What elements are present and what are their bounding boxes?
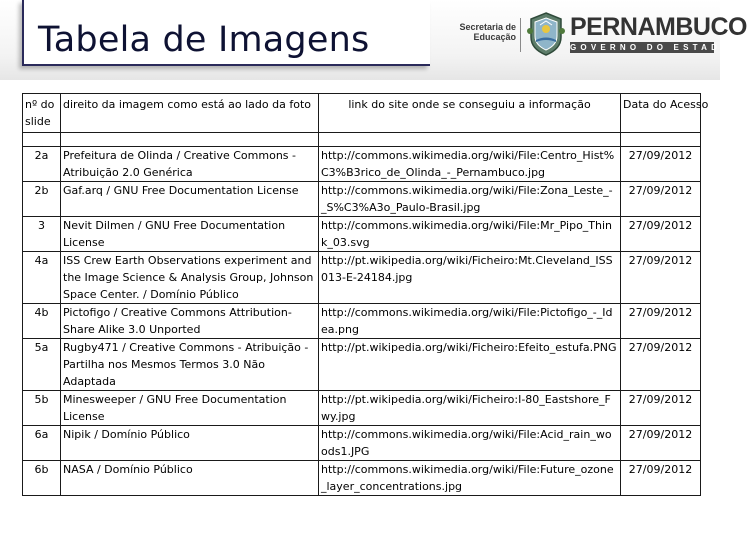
access-date-cell: 27/09/2012	[621, 217, 701, 252]
slide-number-cell: 3	[23, 217, 61, 252]
access-date-cell: 27/09/2012	[621, 252, 701, 304]
source-link-cell[interactable]: http://commons.wikimedia.org/wiki/File:Zona_Leste_-_S%C3%A3o_Paulo-Brasil.jpg	[319, 182, 621, 217]
slide-number-cell: 6a	[23, 426, 61, 461]
slide-number-cell: 5b	[23, 391, 61, 426]
credit-cell: ISS Crew Earth Observations experiment and the Image Science & Analysis Group, Johnson Space Center. / Domínio Público	[61, 252, 319, 304]
secretaria-label	[452, 22, 516, 42]
access-date-cell: 27/09/2012	[621, 304, 701, 339]
source-link-cell[interactable]: http://commons.wikimedia.org/wiki/File:Future_ozone_layer_concentrations.jpg	[319, 461, 621, 496]
source-link-cell[interactable]: http://commons.wikimedia.org/wiki/File:Centro_Hist%C3%B3rico_de_Olinda_-_Pernambuco.jpg	[319, 147, 621, 182]
table-row	[23, 304, 701, 339]
table-row	[23, 147, 701, 182]
slide-number-cell: 4a	[23, 252, 61, 304]
table-row	[23, 252, 701, 304]
government-logo	[452, 8, 747, 58]
header-slide-number: nº do slide	[23, 94, 61, 133]
slide-number-cell: 4b	[23, 304, 61, 339]
slide-number-cell: 2a	[23, 147, 61, 182]
credit-cell: Prefeitura de Olinda / Creative Commons - Atribuição 2.0 Genérica	[61, 147, 319, 182]
table-spacer-row	[23, 133, 701, 147]
secretaria-line-2: Educação	[473, 32, 516, 42]
slide-number-cell: 2b	[23, 182, 61, 217]
access-date-cell: 27/09/2012	[621, 461, 701, 496]
header-image-credit: direito da imagem como está ao lado da foto	[61, 94, 319, 133]
access-date-cell: 27/09/2012	[621, 391, 701, 426]
access-date-cell: 27/09/2012	[621, 426, 701, 461]
table-row	[23, 391, 701, 426]
access-date-cell: 27/09/2012	[621, 339, 701, 391]
state-subtitle: GOVERNO DO ESTADO	[570, 43, 732, 52]
slide-number-cell: 5a	[23, 339, 61, 391]
credit-cell: Nipik / Domínio Público	[61, 426, 319, 461]
table-row	[23, 426, 701, 461]
spacer-cell	[23, 133, 61, 147]
header-source-link: link do site onde se conseguiu a informação	[319, 94, 621, 133]
table-row	[23, 182, 701, 217]
header-access-date: Data do Acesso	[621, 94, 701, 133]
source-link-cell[interactable]: http://pt.wikipedia.org/wiki/Ficheiro:I-80_Eastshore_Fwy.jpg	[319, 391, 621, 426]
credit-cell: Rugby471 / Creative Commons - Atribuição - Partilha nos Mesmos Termos 3.0 Não Adaptada	[61, 339, 319, 391]
table-row	[23, 461, 701, 496]
credit-cell: Pictofigo / Creative Commons Attribution-Share Alike 3.0 Unported	[61, 304, 319, 339]
credit-cell: Gaf.arq / GNU Free Documentation License	[61, 182, 319, 217]
image-credits-table	[22, 93, 709, 496]
spacer-cell	[319, 133, 621, 147]
source-link-cell[interactable]: http://pt.wikipedia.org/wiki/Ficheiro:Efeito_estufa.PNG	[319, 339, 621, 391]
access-date-cell: 27/09/2012	[621, 182, 701, 217]
credit-cell: Nevit Dilmen / GNU Free Documentation License	[61, 217, 319, 252]
table-header-row	[23, 94, 701, 133]
table-row	[23, 339, 701, 391]
table-row	[23, 217, 701, 252]
slide-title: Tabela de Imagens	[38, 20, 370, 60]
credit-cell: Minesweeper / GNU Free Documentation License	[61, 391, 319, 426]
state-name: PERNAMBUCO	[570, 13, 747, 41]
source-link-cell[interactable]: http://pt.wikipedia.org/wiki/Ficheiro:Mt.Cleveland_ISS013-E-24184.jpg	[319, 252, 621, 304]
credit-cell: NASA / Domínio Público	[61, 461, 319, 496]
source-link-cell[interactable]: http://commons.wikimedia.org/wiki/File:Acid_rain_woods1.JPG	[319, 426, 621, 461]
spacer-cell	[621, 133, 701, 147]
slide-number-cell: 6b	[23, 461, 61, 496]
state-seal-icon	[526, 11, 566, 57]
logo-divider	[520, 18, 521, 52]
source-link-cell[interactable]: http://commons.wikimedia.org/wiki/File:Pictofigo_-_Idea.png	[319, 304, 621, 339]
spacer-cell	[61, 133, 319, 147]
secretaria-line-1: Secretaria de	[459, 22, 516, 32]
access-date-cell: 27/09/2012	[621, 147, 701, 182]
source-link-cell[interactable]: http://commons.wikimedia.org/wiki/File:Mr_Pipo_Think_03.svg	[319, 217, 621, 252]
